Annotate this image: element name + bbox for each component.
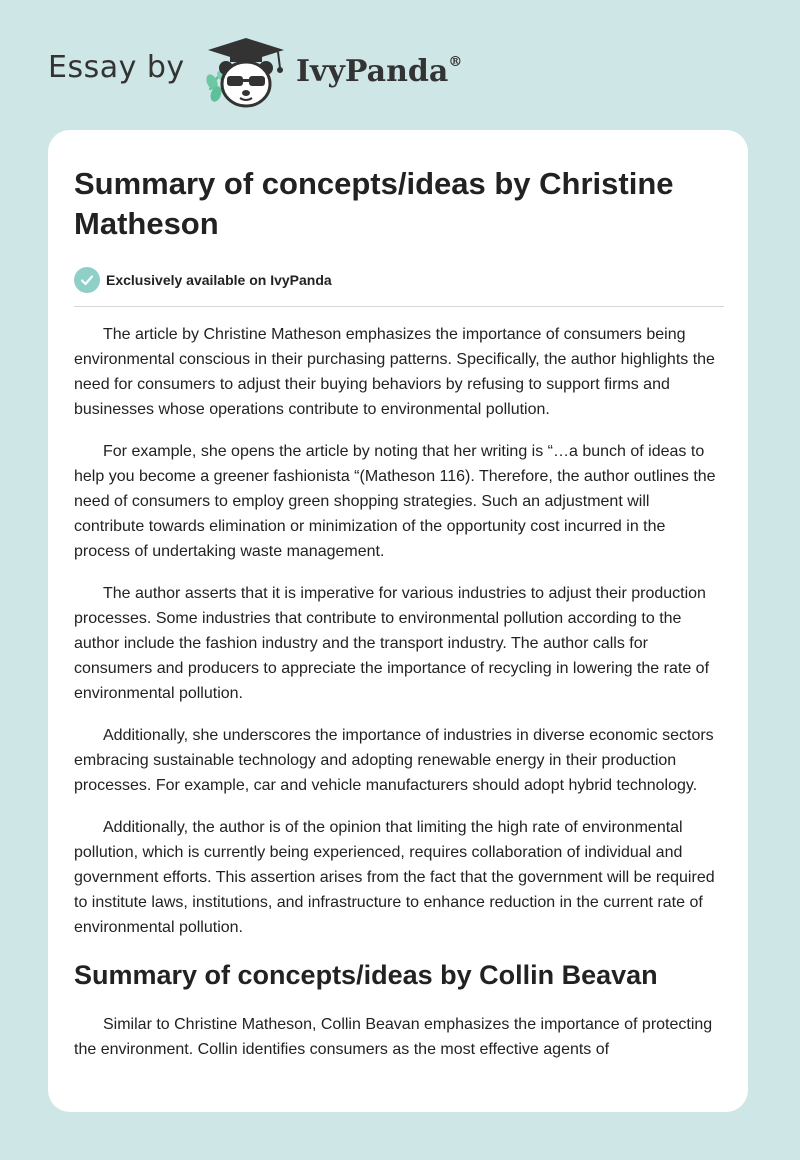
essay-content [74, 164, 724, 1079]
page-title: Summary of concepts/ideas by Christine Matheson [74, 166, 674, 241]
paragraph: Additionally, she underscores the importance of industries in diverse economic sectors embracing sustainable technology and adopting renewable energy in their production processes. For example, car and vehicle manufacturers should adopt hybrid technology. [74, 727, 714, 794]
essay-by-label: Essay by [48, 50, 185, 85]
panda-graduate-icon[interactable] [200, 34, 292, 110]
divider [74, 306, 724, 307]
essay-card [48, 130, 748, 1112]
site-header [0, 0, 800, 130]
essay-body [74, 322, 724, 1062]
paragraph: Similar to Christine Matheson, Collin Beavan emphasizes the importance of protecting the environment. Collin identifies consumers as the most effective agents of [74, 1016, 713, 1058]
check-circle-icon [74, 267, 100, 293]
badge-label: Exclusively available on IvyPanda [106, 272, 332, 288]
exclusive-badge [74, 266, 724, 294]
paragraph: The article by Christine Matheson emphasizes the importance of consumers being environmental conscious in their purchasing patterns. Specifically, the author highlights the need for consumers to adjust their buying behaviors by refusing to support firms and businesses whose operations contribute to environmental pollution. [74, 326, 715, 418]
section-heading: Summary of concepts/ideas by Collin Beavan [74, 960, 658, 990]
paragraph: For example, she opens the article by noting that her writing is “…a bunch of ideas to help you become a greener fashionista “(Matheson 116). Therefore, the author outlines the need of consumers to employ green shopping strategies. Such an adjustment will contribute towards elimination or minimization of the opportunity cost incurred in the process of undertaking waste management. [74, 443, 716, 560]
brand-logo-text[interactable]: IvyPanda® [296, 54, 463, 89]
paragraph: The author asserts that it is imperative for various industries to adjust their production processes. Some industries that contribute to environmental pollution according to the author include the fashion industry and the transport industry. The author calls for consumers and producers to appreciate the importance of recycling in lowering the rate of environmental pollution. [74, 585, 710, 702]
paragraph: Additionally, the author is of the opinion that limiting the high rate of environmental pollution, which is currently being experienced, requires collaboration of individual and government efforts. This assertion arises from the fact that the government will be required to institute laws, institutions, and infrastructure to enhance reduction in the current rate of environmental pollution. [74, 819, 715, 936]
